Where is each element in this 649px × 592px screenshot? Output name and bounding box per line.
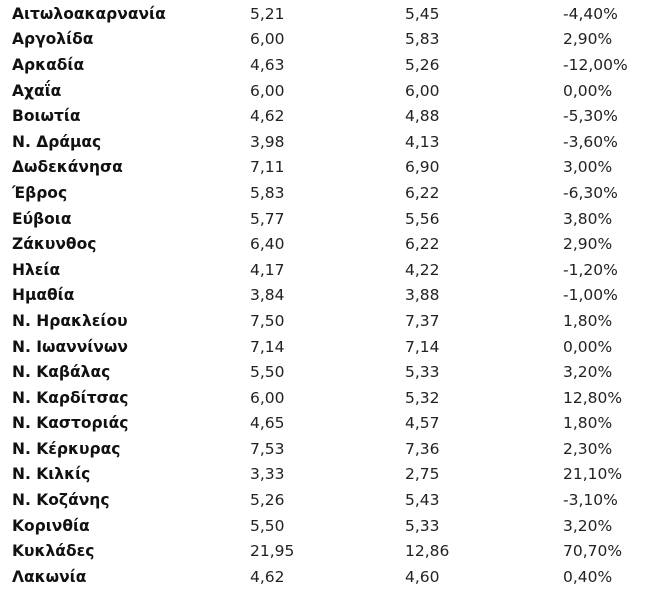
table-row: [0, 538, 649, 564]
value-1-cell: 4,62: [250, 567, 285, 586]
value-2-cell: 7,36: [405, 439, 440, 458]
value-1-cell: 7,11: [250, 158, 285, 177]
value-1-cell: 6,00: [250, 30, 285, 49]
value-1-cell: 21,95: [250, 542, 295, 561]
value-2-cell: 5,32: [405, 388, 440, 407]
prices-table: [0, 1, 649, 590]
value-2-cell: 5,26: [405, 55, 440, 74]
value-2-cell: 4,60: [405, 567, 440, 586]
change-cell: -3,60%: [563, 132, 618, 151]
region-name-cell: Ημαθία: [12, 286, 75, 305]
value-1-cell: 7,53: [250, 439, 285, 458]
value-1-cell: 3,33: [250, 465, 285, 484]
region-name-cell: Ν. Ιωαννίνων: [12, 337, 128, 356]
table-row: [0, 411, 649, 437]
table-row: [0, 52, 649, 78]
value-2-cell: 4,57: [405, 414, 440, 433]
region-name-cell: Ν. Καστοριάς: [12, 414, 129, 433]
value-1-cell: 5,50: [250, 363, 285, 382]
change-cell: 1,80%: [563, 414, 613, 433]
region-name-cell: Δωδεκάνησα: [12, 158, 123, 177]
value-2-cell: 5,43: [405, 491, 440, 510]
value-2-cell: 6,00: [405, 81, 440, 100]
table-row: [0, 513, 649, 539]
change-cell: 3,20%: [563, 516, 613, 535]
change-cell: -1,00%: [563, 286, 618, 305]
table-row: [0, 257, 649, 283]
change-cell: -6,30%: [563, 183, 618, 202]
value-1-cell: 5,77: [250, 209, 285, 228]
change-cell: 12,80%: [563, 388, 623, 407]
region-name-cell: Αχαΐα: [12, 81, 62, 100]
table-row: [0, 206, 649, 232]
change-cell: 2,90%: [563, 30, 613, 49]
region-name-cell: Ν. Κοζάνης: [12, 491, 110, 510]
table-row: [0, 487, 649, 513]
value-2-cell: 7,37: [405, 311, 440, 330]
table-row: [0, 27, 649, 53]
value-2-cell: 7,14: [405, 337, 440, 356]
value-2-cell: 5,56: [405, 209, 440, 228]
value-1-cell: 5,26: [250, 491, 285, 510]
region-name-cell: Αργολίδα: [12, 30, 94, 49]
region-name-cell: Αιτωλοακαρνανία: [12, 4, 166, 23]
region-name-cell: Κορινθία: [12, 516, 90, 535]
value-2-cell: 2,75: [405, 465, 440, 484]
region-name-cell: Ν. Κέρκυρας: [12, 439, 121, 458]
table-row: [0, 334, 649, 360]
table-row: [0, 155, 649, 181]
region-name-cell: Λακωνία: [12, 567, 87, 586]
table-row: [0, 231, 649, 257]
value-1-cell: 7,50: [250, 311, 285, 330]
region-name-cell: Ν. Καρδίτσας: [12, 388, 129, 407]
region-name-cell: Κυκλάδες: [12, 542, 95, 561]
region-name-cell: Εύβοια: [12, 209, 72, 228]
value-2-cell: 5,83: [405, 30, 440, 49]
change-cell: -12,00%: [563, 55, 628, 74]
region-name-cell: Αρκαδία: [12, 55, 85, 74]
value-1-cell: 6,00: [250, 388, 285, 407]
value-2-cell: 3,88: [405, 286, 440, 305]
table-row: [0, 436, 649, 462]
region-name-cell: Έβρος: [12, 183, 68, 202]
table-row: [0, 308, 649, 334]
value-2-cell: 6,22: [405, 183, 440, 202]
region-name-cell: Βοιωτία: [12, 107, 81, 126]
change-cell: 1,80%: [563, 311, 613, 330]
value-2-cell: 6,22: [405, 235, 440, 254]
table-row: [0, 78, 649, 104]
table-row: [0, 103, 649, 129]
value-2-cell: 6,90: [405, 158, 440, 177]
change-cell: 3,20%: [563, 363, 613, 382]
value-1-cell: 4,62: [250, 107, 285, 126]
table-row: [0, 129, 649, 155]
region-name-cell: Ηλεία: [12, 260, 61, 279]
value-2-cell: 5,33: [405, 516, 440, 535]
value-1-cell: 3,84: [250, 286, 285, 305]
table-row: [0, 359, 649, 385]
region-name-cell: Ν. Ηρακλείου: [12, 311, 128, 330]
table-row: [0, 385, 649, 411]
table-body: [0, 1, 649, 590]
table-row: [0, 564, 649, 590]
table-row: [0, 283, 649, 309]
value-1-cell: 7,14: [250, 337, 285, 356]
change-cell: 0,40%: [563, 567, 613, 586]
change-cell: 2,90%: [563, 235, 613, 254]
value-1-cell: 6,00: [250, 81, 285, 100]
value-2-cell: 5,45: [405, 4, 440, 23]
change-cell: -5,30%: [563, 107, 618, 126]
value-1-cell: 4,63: [250, 55, 285, 74]
change-cell: 0,00%: [563, 81, 613, 100]
value-2-cell: 4,22: [405, 260, 440, 279]
value-1-cell: 5,50: [250, 516, 285, 535]
region-name-cell: Ν. Κιλκίς: [12, 465, 91, 484]
change-cell: 0,00%: [563, 337, 613, 356]
value-1-cell: 6,40: [250, 235, 285, 254]
change-cell: 21,10%: [563, 465, 623, 484]
table-row: [0, 180, 649, 206]
value-2-cell: 5,33: [405, 363, 440, 382]
value-1-cell: 4,65: [250, 414, 285, 433]
region-name-cell: Ν. Δράμας: [12, 132, 102, 151]
value-1-cell: 5,21: [250, 4, 285, 23]
region-name-cell: Ζάκυνθος: [12, 235, 97, 254]
value-1-cell: 3,98: [250, 132, 285, 151]
value-2-cell: 4,88: [405, 107, 440, 126]
change-cell: 70,70%: [563, 542, 623, 561]
table-row: [0, 462, 649, 488]
value-1-cell: 5,83: [250, 183, 285, 202]
table-row: [0, 1, 649, 27]
region-name-cell: Ν. Καβάλας: [12, 363, 111, 382]
change-cell: -3,10%: [563, 491, 618, 510]
value-2-cell: 4,13: [405, 132, 440, 151]
value-1-cell: 4,17: [250, 260, 285, 279]
change-cell: 3,00%: [563, 158, 613, 177]
value-2-cell: 12,86: [405, 542, 450, 561]
change-cell: 3,80%: [563, 209, 613, 228]
change-cell: -1,20%: [563, 260, 618, 279]
change-cell: -4,40%: [563, 4, 618, 23]
change-cell: 2,30%: [563, 439, 613, 458]
